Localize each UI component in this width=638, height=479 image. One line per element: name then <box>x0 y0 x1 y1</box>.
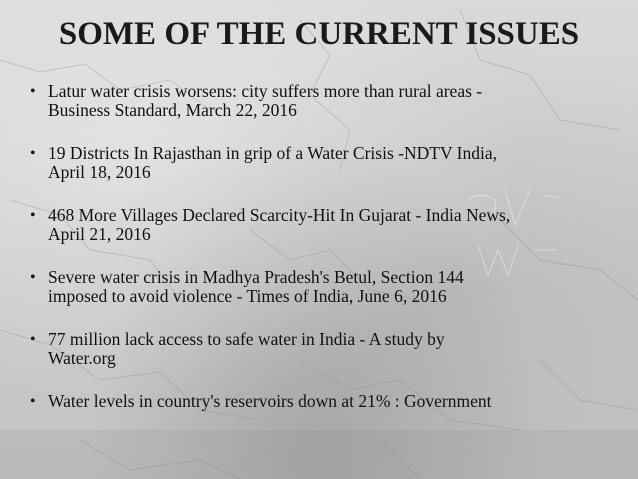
item-line-1: 19 Districts In Rajasthan in grip of a Water Crisis -NDTV India, <box>48 143 497 163</box>
item-line-1: Severe water crisis in Madhya Pradesh's Betul, Section 144 <box>48 267 464 287</box>
slide-title: SOME OF THE CURRENT ISSUES <box>58 16 580 52</box>
item-line-2: April 18, 2016 <box>48 162 151 182</box>
bullet-icon: • <box>30 145 36 162</box>
item-line-1: Water levels in country's reservoirs down at 21% : Government <box>48 391 492 411</box>
item-line-2: April 21, 2016 <box>48 224 151 244</box>
item-line-2: imposed to avoid violence - Times of India, June 6, 2016 <box>48 286 447 306</box>
list-item <box>30 330 620 368</box>
item-line-1: 77 million lack access to safe water in India - A study by <box>48 329 445 349</box>
item-line-2: Business Standard, March 22, 2016 <box>48 100 297 120</box>
list-item <box>30 392 620 411</box>
bullet-icon: • <box>30 269 36 286</box>
bullet-icon: • <box>30 393 36 410</box>
issues-list <box>30 82 620 435</box>
bullet-icon: • <box>30 207 36 224</box>
list-item <box>30 268 620 306</box>
bullet-icon: • <box>30 83 36 100</box>
list-item <box>30 144 620 182</box>
item-line-2: Water.org <box>48 348 116 368</box>
item-line-1: 468 More Villages Declared Scarcity-Hit In Gujarat - India News, <box>48 205 511 225</box>
item-line-1: Latur water crisis worsens: city suffers more than rural areas - <box>48 81 483 101</box>
bullet-icon: • <box>30 331 36 348</box>
list-item <box>30 206 620 244</box>
list-item <box>30 82 620 120</box>
